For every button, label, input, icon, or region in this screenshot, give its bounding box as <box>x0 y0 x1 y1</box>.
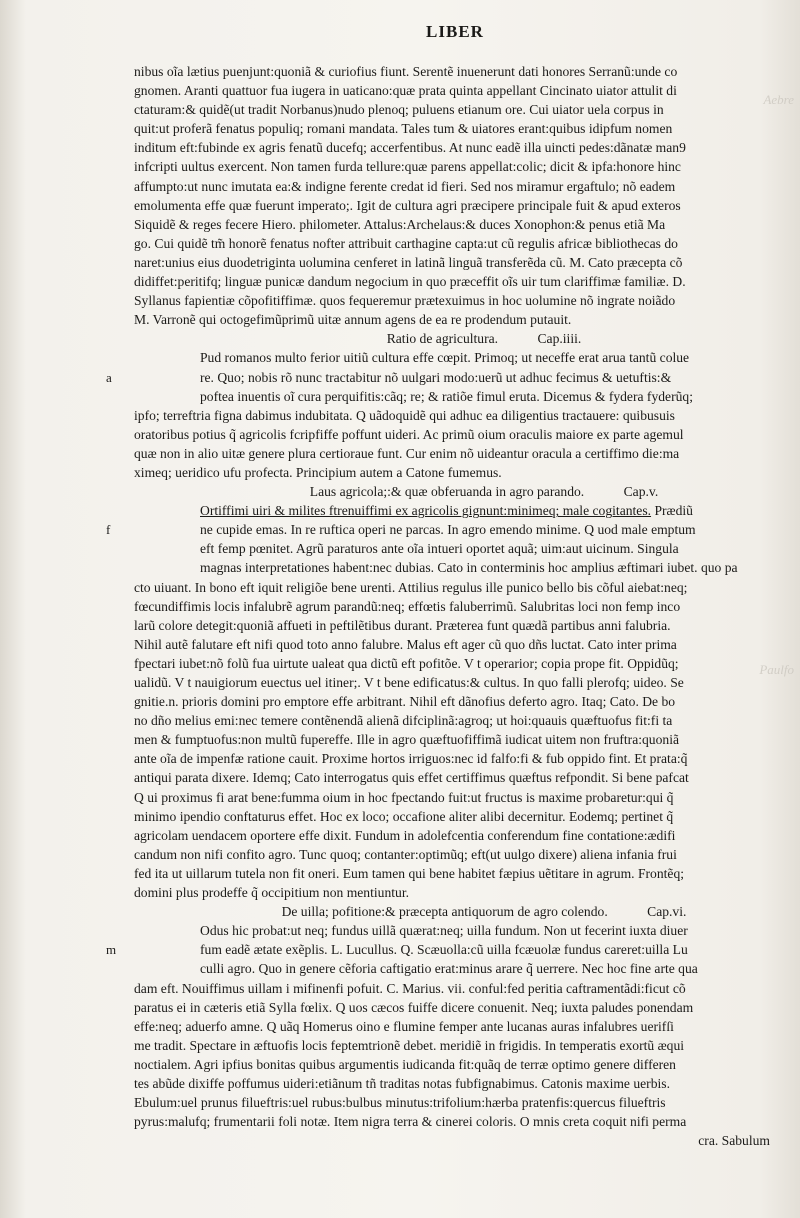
text-line: poftea inuentis oĩ cura perquifitis:cãq; re; & ratiõe fimul eruta. Dicemus & fydera fyderũq; <box>200 388 693 404</box>
text-line: gnomen. Aranti quattuor fua iugera in uaticano:quæ prata quinta appellant Cincinato uiator attulit di <box>134 83 677 99</box>
text-line: fed ita ut uillarum tutela non fit oneri. Eum tamen qui bene habitet fæpius uẽtitare in agrum. Frontẽq; <box>134 865 685 881</box>
text-line: men & fumptuofus:non multũ fupereffe. Ille in agro quæftuofiffimã iudicat uitem non fruftra:quoniã <box>134 732 680 748</box>
text-line: minimo ipendio conftaturus effet. Hoc ex loco; occafione aliter alibi decernitur. Eodemq; pertinet q̃ <box>134 808 674 824</box>
text-line: nibus oĩa lætius puenjunt:quoniã & curiofius fiunt. Serentẽ inuenerunt dati honores Serranũ:unde co <box>134 64 678 79</box>
text-line: ximeq; ueridico ufu profecta. Principium autem a Catone fumemus. <box>134 464 502 480</box>
text-line: naret:unius eius duodetriginta uolumina cenferet in latinã linguã transferẽda cũ. M. Cato præcepta cõ <box>134 254 683 270</box>
text-line: culli agro. Quo in genere cẽforia caftigatio erat:minus arare q̃ uerrere. Nec hoc fine arte qua <box>200 961 698 977</box>
chapter-title: Ratio de agricultura. <box>386 331 499 347</box>
text-line: oratoribus potius q̃ agricolis fcripfiffe poffunt uideri. Ac primũ oium oraculis maiore ex parte agemul <box>134 426 684 442</box>
text-line: ctaturam:& quidẽ(ut tradit Norbanus)nudo plenoq; puluens etianum ore. Cui uiator uela corpus in <box>134 102 664 118</box>
text-line: quit:ut proferã fenatus populiq; romani mandata. Tales tum & uiatores erant:quibus idipfum nomen <box>134 121 673 137</box>
text-line: gnitie.n. prioris domini pro emptore effe arbitrant. Nihil eft dãnofius deferto agro. Itaq; Cato. De bo <box>134 694 676 710</box>
catchword: cra. Sabulum <box>698 1133 770 1149</box>
bleedthrough-text: Aebre <box>763 92 794 107</box>
chapter-heading <box>134 329 774 348</box>
text-line: dam eft. Nouiffimus uillam i mifinenfi pofuit. C. Marius. vii. conful:fed peritia caftramentãdi:ficut cõ <box>134 980 686 996</box>
text-line: fum eadẽ ætate exẽplis. L. Lucullus. Q. Scæuolla:cũ uilla fcæuolæ fundus careret:uilla Lu <box>200 942 688 958</box>
text-line: Syllanus fapientiæ cõpofitiffimæ. quos fequeremur prætexuimus in hoc uolumine nõ ingrate noiãdo <box>134 293 676 309</box>
text-line: go. Cui quidẽ tm̃ honorẽ fenatus nofter attribuit carthagine capta:ut cũ regulis africæ bibliothecas do <box>134 235 678 251</box>
text-line: paratus ei in cæteris etiã Sylla fœlix. Q uos cæcos fuiffe dicere conuenit. Neq; iuxta paludes ponendam <box>134 999 694 1015</box>
chapter-number: Cap.vi. <box>647 904 687 920</box>
text-line: inditum eft:fubinde ex agris fenatũ ducefq; accerfentibus. At nunc eadẽ illa uincti pedes:dãnatæ man9 <box>134 140 686 156</box>
text-line: noctialem. Agri ipfius bonitas quibus argumentis iudicanda fit:quãq de terræ optimo genere differen <box>134 1056 676 1072</box>
text-line: Ebulum:uel prunus filueftris:uel rubus:bulbus minutus:trifolium:hærba pratenfis:quercus filueftris <box>134 1095 666 1111</box>
text-line: Q ui proximus fi arat bene:fumma oium in hoc fpectando fuit:ut fructus is maxime probaretur:qui q̃ <box>134 789 674 805</box>
text-line: eft femp pœnitet. Agrũ paraturos ante oĩa intueri oportet aquã; uim:aut uicinum. Singula <box>200 541 679 557</box>
text-line: pyrus:malufq; frumentarii foli notæ. Item nigra terra & cinerei coloris. O mnis creta coquit nifi perma <box>134 1114 687 1130</box>
text-line: tes abũde dixiffe poffumus uideri:etiãnum tñ traditas notas fubfignabimus. Catonis maxime uerbis. <box>134 1075 670 1091</box>
text-line: antiqui parata dixere. Idemq; Cato interrogatus quis effet certiffimus quæftus refpondit. Si bene pafcat <box>134 770 689 786</box>
text-line: Nihil autẽ falutare eft nifi quod toto anno falubre. Malus eft ager cũ quo dñs luctat. Cato inter prima <box>134 636 677 652</box>
text-line: larũ colore detegit:quoniã affueti in peftilẽtibus durant. Præterea funt quædã partibus anni falubria. <box>134 617 671 633</box>
underlined-text: Ortiffimi uiri & milites ftrenuiffimi ex agricolis gignunt:minimeq; male cogitantes. <box>200 503 652 519</box>
text-line: effe:neq; aduerfo amne. Q uãq Homerus oino e flumine femper ante lucanas auras infalubres uerifſi <box>134 1018 674 1034</box>
chapter-heading <box>134 482 774 501</box>
text-line: candum non nifi confito agro. Tunc quoq; contanter:optimũq; eft(ut uulgo dixere) aliena infania frui <box>134 846 677 862</box>
initial-letter-guide: m <box>106 942 117 958</box>
running-header <box>0 22 800 42</box>
text-line: infcripti uultus exercent. Non tamen furda tellure:quæ parens appellat:colic; dicit & ipfa:honore hinc <box>134 159 681 175</box>
text-line: ne cupide emas. In re ruftica operi ne parcas. In agro emendo minime. Q uod male emptum <box>200 522 696 538</box>
text-line: affumpto:ut nunc imutata ea:& indigne ferente credat id fieri. Sed nos miramur ergaftulo; nõ eadem <box>134 178 676 194</box>
text-fragment: Prædiũ <box>654 503 693 519</box>
text-line: emolumenta effe quæ fuerunt imperato;. Igit de cultura agri præcipere principale fuit & apud exteros <box>134 197 681 213</box>
chapter-number: Cap.v. <box>623 484 659 500</box>
text-line-with-initial <box>106 520 774 539</box>
chapter-heading <box>134 902 774 921</box>
text-line: M. Varronẽ qui octogefimũprimũ uitæ annum agens de ea re prodendum putauit. <box>134 312 572 328</box>
initial-letter-guide: a <box>106 369 112 385</box>
text-line: cto uiuant. In bono eft iquit religiõe bene urenti. Attilius regulus ille punico bello bis cõful aiebat:neq; <box>134 579 688 595</box>
text-line-with-initial <box>106 940 774 959</box>
text-line: no dño melius emi:nec temere contẽnendã alienã difciplinã:agroq; ut hoi:quauis quæftuofus fit:fi ta <box>134 713 673 729</box>
body-text <box>106 62 774 1150</box>
text-line: agricolam uendacem oportere effe dixit. Fundum in adolefcentia conferendum fine contatione:ædifi <box>134 827 676 843</box>
running-header-title: LIBER <box>426 22 484 41</box>
text-line <box>134 501 774 520</box>
text-line: ualidũ. V t nauigiorum euectus uel itiner;. V t bene edificatus:& cultus. In quo falli plerofq; uideo. Se <box>134 675 684 690</box>
text-line: domini plus prodeffe q̃ occipitium non mentiuntur. <box>134 885 409 901</box>
chapter-title: Laus agricola;:& quæ obferuanda in agro parando. <box>309 484 585 500</box>
text-line: ipfo; terreftria figna dabimus indubitata. Q uãdoquidẽ qui adhuc ea diligentius tractauere: quibusuis <box>134 407 675 423</box>
text-line: Odus hic probat:ut neq; fundus uillã quærat:neq; uilla fundum. Non ut fecerint iuxta diuer <box>200 923 688 939</box>
text-line: fpectari iubet:nõ folũ fua uirtute ualeat qua dictũ eft pofitõe. V t operarior; copia prope fit. Oppidũq; <box>134 655 679 671</box>
text-line: Pud romanos multo ferior uitiũ cultura effe cœpit. Primoq; ut neceffe erat arua tantũ colue <box>200 350 690 366</box>
text-line: quæ non in alio uitæ genere plura certioraue funt. Cur enim nõ uideantur oracula a certiffimo die:ma <box>134 445 680 461</box>
bleedthrough-text: Paulfo <box>759 662 794 677</box>
text-line: magnas interpretationes habent:nec dubias. Cato in conterminis hoc amplius æftimari iubet. quo pa <box>200 560 738 576</box>
text-line: Siquidẽ & reges fecere Hiero. philometer. Attalus:Archelaus:& duces Xonophon:& penus etiã Ma <box>134 216 666 232</box>
initial-letter-guide: f <box>106 522 111 538</box>
chapter-title: De uilla; pofitione:& præcepta antiquorum de agro colendo. <box>281 904 608 920</box>
text-line: me tradit. Spectare in æftuofis locis feptemtrionẽ debet. meridiẽ in frigidis. In temperatis exortũ æqui <box>134 1037 685 1053</box>
text-line: fœcundiffimis locis infalubrẽ agrum parandũ:neq; effœtis faluberrimũ. Salubritas loci non femp inco <box>134 598 681 614</box>
text-line-with-initial <box>106 368 774 387</box>
text-line: didiffet:peritifq; linguæ punicæ dandum negocium in quo præceffit oĩs uir tum clariffimæ familiæ. D. <box>134 274 686 290</box>
chapter-number: Cap.iiii. <box>537 331 582 347</box>
text-line: ante oĩa de impenfæ ratione cauit. Proxime hortos irriguos:nec id falfo:fi & fub oppido fint. Et prata:q̃ <box>134 751 688 767</box>
text-line: re. Quo; nobis rõ nunc tractabitur nõ uulgari modo:uerũ ut adhuc fecimus & uetuftis:& <box>200 369 672 385</box>
